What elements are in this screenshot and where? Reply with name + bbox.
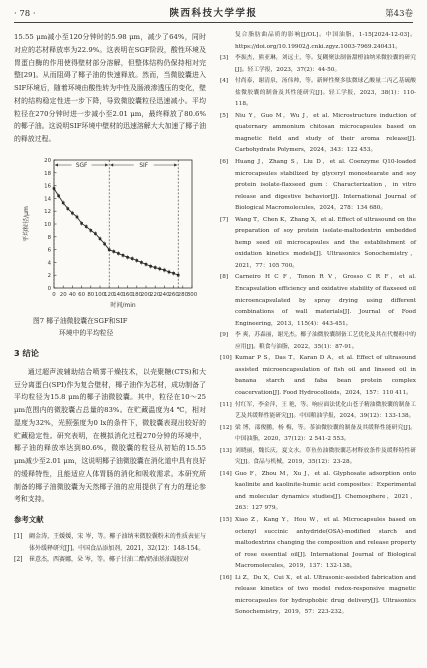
x-tick-label: 80	[87, 291, 95, 298]
plot-frame	[54, 160, 192, 288]
reference-item: [7] Wang T，Chen K，Zhang X，et al. Effect of ultrasound on the preparation of soy protein isolate-maltodextrin embedded hemp seed oil microcapsules and the establishment of oxidation kinetics models[J]. Ultrasonics Sonochemistry，2021，77：105 700。	[220, 216, 416, 269]
x-tick-label: 120	[104, 291, 115, 298]
reference-item: [3] 李振杰，熊亚琳，刘远士，等。复糊聚法制备甜橙油纳米微胶囊的研究[J]。轻工学报，2023，37(2)：44-50。	[220, 55, 416, 73]
references-title: 参考文献	[14, 515, 44, 524]
results-paragraph: 15.55 μm减小至120分钟时的5.98 μm，减少了64%，同时对应的芯材释放率为22.9%。这表明在SGF阶段，酸性环境及胃蛋白酶的作用使得壁材部分溶解，但整体结构仍保持相对完整[29]。从而阻碍了椰子油的快速释放。然而，当微胶囊进入SIF环境后，随着环境由酸性转为中性及肠液渗透压的变化，壁材的结构稳定性进一步下降，导致微胶囊粒径迅速减小。平均粒径在270分钟时进一步减小至2.01 μm，最终释放了80.6%的椰子油。这说明SIF环境中壁材的迅速溶解大大加速了椰子油的释放过程。	[14, 33, 206, 143]
conclusion-paragraph: 通过超声波辅助结合喷雾干燥技术，以壳聚糖(CTS)和大豆分离蛋白(SPI)作为复合壁材，椰子油作为芯材，成功制备了平均粒径为15.8 μm的椰子油微胶囊。其中，粒径在10～25 μm范围内的微胶囊占总量的83%。在贮藏温度为4 ℃，相对湿度为32%，光照强度为0 lx的条件下，微胶囊表现出较好的贮藏稳定性。研究表明，在模拟消化过程270分钟的环境中，椰子油的释放率达到80.6%，微胶囊的粒径从初始的15.55 μm减少至2.01 μm，这说明椰子油微胶囊在消化道中具有良好的缓释特性，且能适应人体胃肠的消化和吸收需求。本研究所制备的椰子油微胶囊为天然椰子油的应用提供了有力的理论参考和支持。	[14, 367, 206, 504]
x-tick-label: 260	[168, 291, 179, 298]
phase-label-sif: SIF	[139, 162, 149, 169]
y-tick-label: 6	[47, 247, 51, 254]
reference-item: [15] Xiao Z，Kang Y，Hou W，et al. Microcapsules based on octenyl succinic anhydride(OSA)-modified starch and maltodextrins changing the composition and release property of rose essential oil[J]. International Journal of Biological Macromolecules，2019，137：132-138。	[220, 516, 416, 570]
left-column	[14, 31, 206, 566]
series-line-path	[54, 188, 178, 275]
reference-item: [13] 刘晓丽，魏长庆，夏文水。草鱼鱼油微胶囊芯材释放条件及缓释特性研究[J]。食品与机械，2019，35(12)：23-28。	[220, 447, 416, 466]
reference-item: [4] 付尚泰，谢清泉，汤伟帅，等。新鲜性聚多肽微球乙酸量二丙乙基硫酸盐微胶囊的制备及其性能研究[J]。轻工学报，2023，38(1)：110-118。	[220, 78, 416, 108]
reference-item: 复合脂肪曲品质的影响[J/OL]。中国油脂，1-15[2024-12-03]。https://doi.org/10.19902/j.cnki.zgyz.1003-7969.240431。	[235, 32, 416, 50]
series-line	[53, 186, 180, 277]
right-column	[220, 30, 416, 619]
x-tick-label: 40	[68, 291, 76, 298]
x-tick-label: 60	[78, 291, 86, 298]
x-ticks	[52, 285, 197, 298]
y-tick-label: 12	[44, 208, 51, 215]
y-tick-label: 14	[44, 196, 51, 203]
reference-item: [8] Carneiro H C F，Tonon R V，Grosso C R F，et al. Encapsulation efficiency and oxidative stability of flaxseed oil microencapsulated by spray drying using different combinations of wall materials[J]. Journal of Food Engineering，2013，115(4)：443-451。	[220, 274, 416, 327]
phase-arrowhead	[55, 163, 58, 166]
reference-item: [1] 阚金涛，王媛媛，宋 岑，等。椰子油纳米微胶囊粉末的性质表征与体外缓释研究[J]。中国食品添加剂，2021，32(12)：148-154。	[14, 533, 206, 552]
figure-7	[14, 146, 206, 339]
figure-caption-line-1: 图7 椰子油微胶囊在SGF和SIF	[33, 316, 128, 325]
reference-item: [5] Niu Y，Guo M，Wu J，et al. Microstructure induction of quaternary ammonium chitosan microcapsules based on magnetic field and study of their aroma release[J]. Carbohydrate Polymers，2024，343：122 453。	[220, 112, 416, 154]
section-title-conclusion: 3 结论	[14, 347, 39, 358]
reference-list-right	[220, 30, 416, 619]
phase-label-sgf: SGF	[75, 162, 88, 169]
x-tick-label: 300	[186, 291, 198, 298]
x-tick-label: 240	[159, 291, 170, 298]
y-tick-label: 10	[44, 221, 51, 228]
x-tick-label: 20	[59, 291, 67, 298]
y-tick-label: 16	[44, 183, 51, 190]
phase-arrowhead	[110, 163, 113, 166]
figure-caption-line-2: 环境中的平均粒径	[59, 328, 114, 337]
y-axis-label: 平均粒径/μm	[23, 205, 30, 242]
reference-item: [9] 李 爽，苏森丽，谢光杰。椰子油微胶囊制备工艺优化及其在代餐粉中的应用[J]。粮食与油脂，2022，35(1)：87-91。	[220, 332, 416, 350]
y-tick-label: 8	[47, 234, 51, 241]
x-tick-label: 280	[177, 291, 188, 298]
phase-arrowhead	[105, 163, 108, 166]
x-tick-label: 100	[94, 291, 106, 298]
particle-size-chart	[14, 146, 206, 314]
figure-caption	[14, 315, 206, 339]
x-tick-label: 160	[122, 291, 133, 298]
reference-item: [10] Kumar P S，Das T，Karan D A，et al. Effect of ultrasound assisted microencapsulation of fish oil and linseed oil in banana starch and faba bean protein complex coacervation[J]. Food Hydrocolloids，2024，157：110 411。	[220, 355, 416, 396]
reference-item: [6] Huang J，Zhang S，Liu D，et al. Coenzyme Q10-loaded microcapsules stabilized by glyceryl monostearate and soy protein isolate-flaxseed gum：Characterization，in vitro release and digestive behavior[J]. International Journal of Biological Macromolecules，2024，278：134 680。	[220, 159, 416, 212]
y-tick-label: 0	[47, 285, 51, 292]
page-number: · 78 ·	[14, 9, 36, 19]
y-tick-label: 20	[44, 157, 51, 164]
reference-item: [12] 梁 博，邵俊鹏，杨 梅，等。茶油微胶囊的制备及其缓释性能研究[J]。中国油脂，2020，37(12)：2 541-2 553。	[220, 424, 416, 443]
chart-axes	[54, 160, 192, 288]
x-tick-label: 180	[131, 291, 142, 298]
y-tick-label: 4	[47, 260, 51, 267]
phase-arrowhead	[174, 163, 177, 166]
x-tick-label: 140	[113, 291, 124, 298]
y-ticks	[44, 158, 56, 292]
reference-item: [2] 崔意杰，西赛娜，朵 岑，等。椰子甘油二酯/奶油基油凝胶对	[14, 556, 189, 564]
reference-item: [16] Li Z，Du X，Cui X，et al. Ultrasonic-assisted fabrication and release kinetics of two model redox-responsive magnetic microcapsules for hydrophobic drug delivery[J]. Ultrasonics Sonochemistry，2019，57：223-232。	[220, 574, 416, 616]
reference-list-left	[14, 531, 206, 566]
y-tick-label: 2	[47, 272, 51, 279]
x-tick-label: 220	[150, 291, 161, 298]
header-rule	[14, 22, 413, 23]
x-tick-label: 200	[140, 291, 152, 298]
x-tick-label: 0	[52, 291, 56, 298]
reference-item: [11] 付红军，李金萍，王 艳，等。响应面法优化山苍子精油微胶囊的制备工艺及其缓释性能研究[J]。中国粮油学报，2024，39(12)：133-138。	[220, 401, 416, 420]
volume-label: 第43卷	[385, 9, 413, 19]
journal-title: 陕西科技大学学报	[169, 8, 258, 19]
page-header	[14, 8, 413, 21]
reference-item: [14] Guo F，Zhou M，Xu J，et al. Glyphosate adsorption onto kaolinite and kaolinite-humic acid composites：Experimental and molecular dynamics studies[J]. Chemosphere，2021，263：127 979。	[220, 470, 416, 512]
x-axis-label: 时间/min	[110, 301, 136, 309]
y-tick-label: 18	[44, 170, 51, 177]
